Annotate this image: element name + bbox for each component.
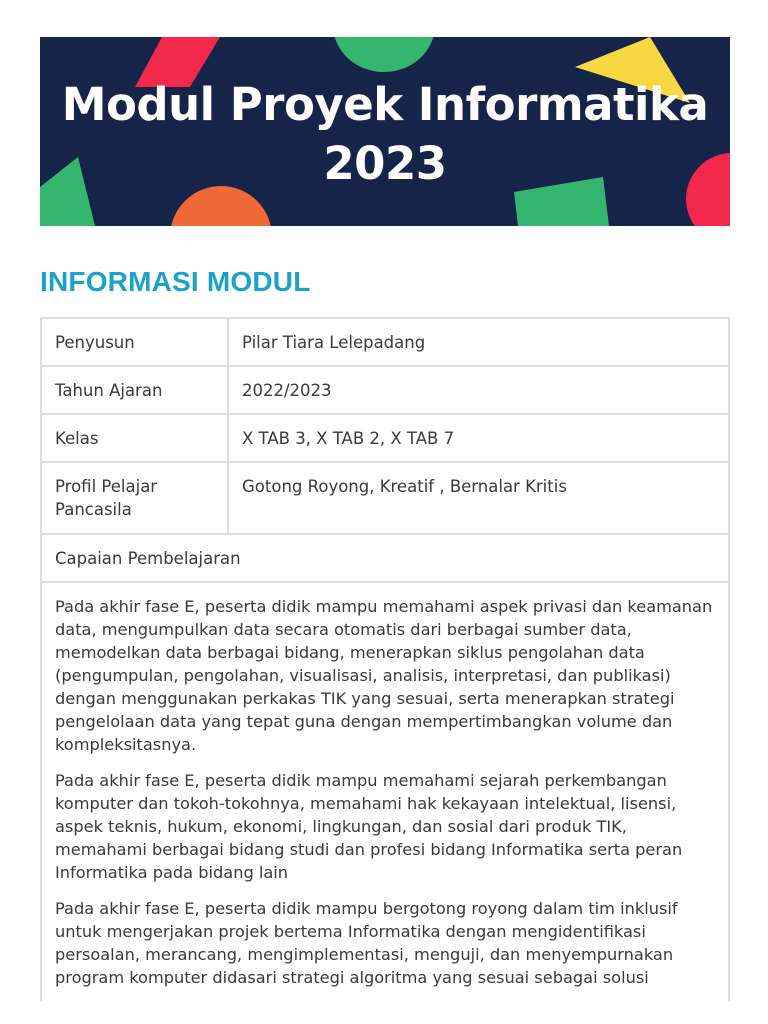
capaian-paragraph-2: Pada akhir fase E, peserta didik mampu memahami sejarah perkembangan komputer dan tokoh-tokohnya, memahami hak kekayaan intelektual, lisensi, aspek teknis, hukum, ekonomi, lingkungan, dan sosial dari produk TIK, memahami berbagai bidang studi dan profesi bidang Informatika serta peran Informatika pada bidang lain [55, 771, 683, 882]
row-value: 2022/2023 [228, 366, 729, 414]
green-half-circle-shape [333, 37, 435, 72]
row-value: Pilar Tiara Lelepadang [228, 318, 729, 366]
capaian-content [55, 595, 715, 988]
section-heading: INFORMASI MODUL [40, 266, 311, 297]
capaian-content-cell [41, 582, 729, 1000]
row-label: Tahun Ajaran [41, 366, 228, 414]
header-banner [40, 37, 730, 226]
table-row [41, 462, 729, 534]
row-label: Penyusun [41, 318, 228, 366]
capaian-paragraph-1: Pada akhir fase E, peserta didik mampu memahami aspek privasi dan keamanan data, mengumpulkan data secara otomatis dari berbagai sumber data, memodelkan data berbagai bidang, menerapkan siklus pengolahan data (pengumpulan, pengolahan, visualisasi, analisis, interpretasi, dan publikasi) dengan menggunakan perkakas TIK yang sesuai, serta menerapkan strategi pengelolaan data yang tepat guna dengan mempertimbangkan volume dan kompleksitasnya. [55, 597, 713, 754]
row-label: Profil Pelajar Pancasila [41, 462, 228, 534]
capaian-paragraph-3: Pada akhir fase E, peserta didik mampu bergotong royong dalam tim inklusif untuk mengerjakan projek bertema Informatika dengan mengidentifikasi persoalan, merancang, mengimplementasi, menguji, dan menyempurnakan program komputer didasari strategi algoritma yang sesuai sebagai solusi [55, 899, 678, 987]
row-value: X TAB 3, X TAB 2, X TAB 7 [228, 414, 729, 462]
table-row [41, 318, 729, 366]
table-row [41, 534, 729, 582]
capaian-label: Capaian Pembelajaran [41, 534, 729, 582]
table-row [41, 414, 729, 462]
row-value: Gotong Royong, Kreatif , Bernalar Kritis [228, 462, 729, 534]
module-info-table [40, 317, 730, 1001]
row-label: Kelas [41, 414, 228, 462]
banner-title [40, 75, 730, 193]
banner-title-line-2: 2023 [323, 137, 447, 190]
table-row [41, 582, 729, 1000]
table-row [41, 366, 729, 414]
banner-title-line-1: Modul Proyek Informatika [61, 78, 709, 131]
